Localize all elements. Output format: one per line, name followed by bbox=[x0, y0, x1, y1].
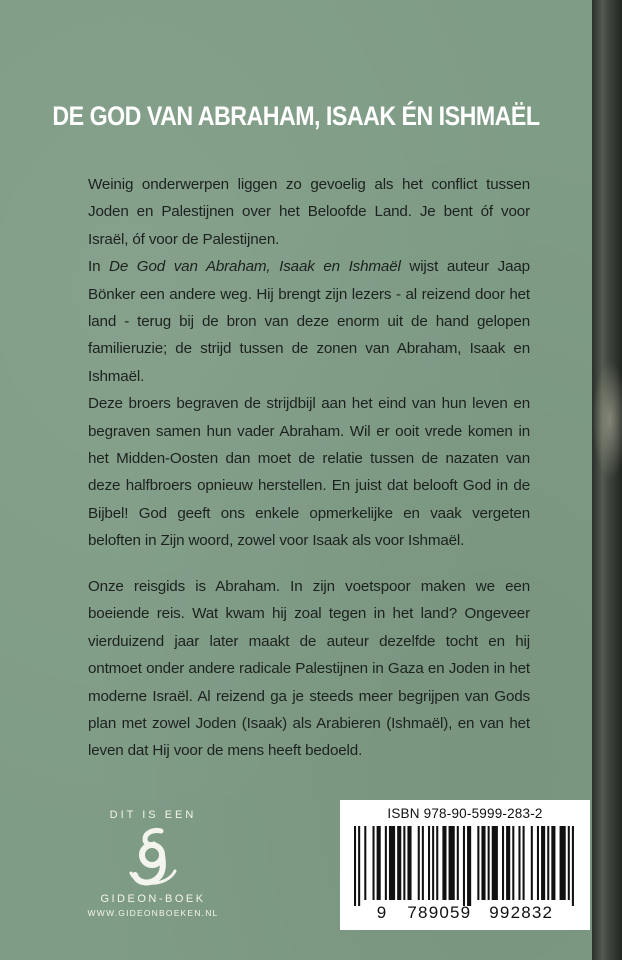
barcode-bar bbox=[467, 826, 471, 906]
paragraph-text: Deze broers begraven de strijdbijl aan het eind van hun leven en begraven samen hun vader Abraham. Wil er ooit vrede komen in het Midden-Oosten dan moet de relatie tussen de nazaten van deze halfbroers opnieuw herstellen. En juist dat belooft God in de Bijbel! God geeft ons enkele opmerkelijke en vaak vergeten beloften in Zijn woord, zowel voor Isaak als voor Ishmaël. bbox=[88, 395, 530, 550]
barcode-bar bbox=[407, 826, 411, 900]
barcode-bars bbox=[354, 826, 576, 906]
barcode-bar bbox=[436, 826, 438, 900]
barcode-bar bbox=[531, 826, 533, 900]
blurb-paragraph bbox=[88, 171, 530, 253]
barcode-bar bbox=[354, 826, 356, 906]
barcode-bar bbox=[358, 826, 360, 906]
barcode-bar bbox=[568, 826, 570, 900]
barcode-bar bbox=[428, 826, 430, 900]
publisher-tagline: DIT IS EEN bbox=[109, 809, 197, 821]
barcode-bar bbox=[560, 826, 566, 900]
barcode-bar bbox=[537, 826, 539, 900]
blurb-paragraph bbox=[88, 253, 530, 390]
isbn-barcode bbox=[340, 800, 590, 930]
barcode-bar bbox=[481, 826, 485, 900]
paragraph-text: Weinig onderwerpen liggen zo gevoelig als het conflict tussen Joden en Palestijnen over het Beloofde Land. Je bent óf voor Israël, óf voor de Palestijnen. bbox=[88, 176, 530, 248]
barcode-bar bbox=[373, 826, 375, 900]
barcode-bar bbox=[518, 826, 520, 900]
barcode-bar bbox=[442, 826, 446, 900]
blurb-paragraph bbox=[88, 390, 530, 554]
blurb-paragraph bbox=[88, 573, 530, 765]
barcode-bar bbox=[541, 826, 545, 900]
barcode-bar bbox=[422, 826, 424, 900]
barcode-bar bbox=[512, 826, 514, 900]
barcode-bar bbox=[418, 826, 420, 900]
paragraph-text: Onze reisgids is Abraham. In zijn voetspoor maken we een boeiende reis. Wat kwam hij zoal tegen in het land? Ongeveer vierduizend jaar later maakt de auteur dezelfde tocht en hij ontmoet onder andere radicale Palestijnen in Gaza en Joden in het moderne Israël. Al reizend ga je steeds meer begrijpen van Gods plan met zowel Joden (Isaak) als Arabieren (Ishmaël), en van het leven dat Hij voor de mens heeft bedoeld. bbox=[88, 578, 530, 760]
barcode-bar bbox=[389, 826, 395, 900]
spine-highlight bbox=[592, 360, 622, 480]
ean-first-digit: 9 bbox=[376, 903, 388, 922]
barcode-bar bbox=[403, 826, 405, 900]
publisher-url: WWW.GIDEONBOEKEN.NL bbox=[87, 908, 219, 918]
barcode-bar bbox=[492, 826, 498, 900]
barcode-bar bbox=[364, 826, 366, 900]
book-spine-edge bbox=[592, 0, 622, 960]
barcode-bar bbox=[523, 826, 525, 900]
blurb-block-1 bbox=[88, 171, 530, 555]
publisher-name: GIDEON-BOEK bbox=[100, 893, 206, 905]
barcode-bar bbox=[488, 826, 490, 900]
barcode-bar bbox=[397, 826, 401, 900]
barcode-bar bbox=[449, 826, 455, 900]
paragraph-text: wijst auteur Jaap Bönker een andere weg. Hij brengt zijn lezers - al reizend door het land - terug bij de bron van deze enorm uit de hand gelopen familieruzie; de strijd tussen de zonen van Abraham, Isaak en Ishmaël. bbox=[88, 258, 530, 385]
barcode-bar bbox=[432, 826, 434, 900]
isbn-label: ISBN 978-90-5999-283-2 bbox=[387, 806, 543, 821]
gideon-g-logo-icon bbox=[123, 827, 183, 889]
blurb-block-2 bbox=[88, 573, 530, 765]
barcode-bar bbox=[506, 826, 510, 900]
barcode-bar bbox=[502, 826, 504, 900]
barcode-bar bbox=[547, 826, 549, 900]
barcode-bar bbox=[477, 826, 479, 900]
barcode-bar bbox=[457, 826, 459, 900]
barcode-bar bbox=[551, 826, 555, 900]
cover-title: DE GOD VAN ABRAHAM, ISAAK ÉN ISHMAËL bbox=[52, 101, 540, 131]
book-title-italic: De God van Abraham, Isaak en Ishmaël bbox=[109, 258, 401, 276]
paragraph-text: In bbox=[88, 258, 110, 276]
barcode-bar bbox=[377, 826, 381, 900]
ean-left-group: 789059 bbox=[407, 903, 472, 922]
barcode-bar bbox=[572, 826, 574, 906]
barcode-bar bbox=[385, 826, 387, 900]
ean-right-group: 992832 bbox=[489, 903, 554, 922]
ean-digits bbox=[340, 903, 590, 923]
publisher-logo bbox=[78, 809, 228, 918]
barcode-bar bbox=[463, 826, 465, 906]
